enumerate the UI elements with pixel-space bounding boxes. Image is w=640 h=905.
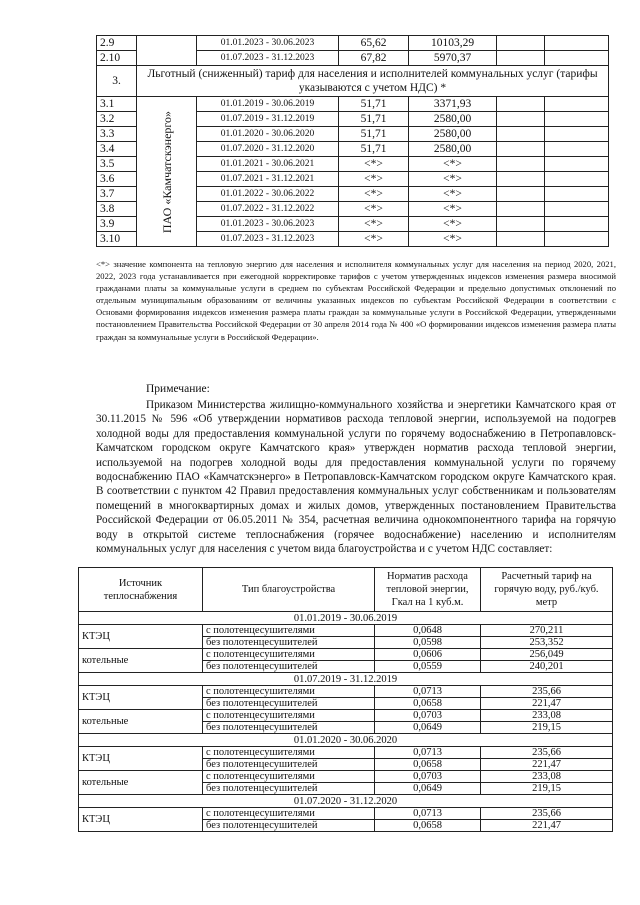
source-cell: котельные [79, 771, 203, 795]
row-number: 3.6 [97, 172, 137, 187]
value-cell: 51,71 [339, 112, 409, 127]
empty-cell [497, 51, 545, 66]
norm-row [79, 625, 613, 637]
value-cell: 51,71 [339, 127, 409, 142]
tariff-cell: 219,15 [481, 722, 613, 734]
source-cell: котельные [79, 649, 203, 673]
norm-cell: 0,0703 [375, 710, 481, 722]
empty-cell [545, 142, 609, 157]
period-cell: 01.01.2023 - 30.06.2023 [197, 217, 339, 232]
header-source: Источник теплоснабжения [79, 568, 203, 612]
empty-cell [497, 202, 545, 217]
type-cell: с полотенцесушителями [203, 625, 375, 637]
norms-header-row [79, 568, 613, 612]
norms-table [78, 567, 613, 832]
norm-cell: 0,0649 [375, 722, 481, 734]
period-cell: 01.01.2020 - 30.06.2020 [197, 127, 339, 142]
value-cell: <*> [409, 172, 497, 187]
value-cell: <*> [409, 232, 497, 247]
period-row [79, 673, 613, 686]
norm-cell: 0,0649 [375, 783, 481, 795]
source-cell: КТЭЦ [79, 808, 203, 832]
type-cell: с полотенцесушителями [203, 649, 375, 661]
tariff-cell: 221,47 [481, 759, 613, 771]
type-cell: без полотенцесушителей [203, 783, 375, 795]
note-text: Приказом Министерства жилищно-коммунального хозяйства и энергетики Камчатского края от 30.11.2015 № 596 «Об утверждении нормативов расхода тепловой энергии, используемой на подогрев холодной воды для предоставления коммунальной услуги по горячему водоснабжению в Петропавловск-Камчатском городском округе Камчатского края» утвержден норматив расхода тепловой энергии, используемой на подогрев холодной воды для предоставления коммунальной услуги по горячему водоснабжению ПАО «Камчатскэнерго» в Петропавловск-Камчатском городском округе Камчатского края. В соответствии с пунктом 42 Правил предоставления коммунальных услуг собственникам и пользователям помещений в многоквартирных домах и жилых домов, утвержденных постановлением Правительства Российской Федерации от 06.05.2011 № 354, расчетная величина однокомпонентного тарифа на горячую воду в открытой системе теплоснабжения (горячее водоснабжение) населению и исполнителям коммунальных услуг для населения с учетом вида благоустройства и с учетом НДС составляет: [96, 399, 616, 556]
value-cell: 2580,00 [409, 112, 497, 127]
value-cell: <*> [339, 172, 409, 187]
empty-cell [545, 172, 609, 187]
value-cell: 65,62 [339, 36, 409, 51]
value-cell: 2580,00 [409, 142, 497, 157]
empty-cell [497, 157, 545, 172]
period-cell: 01.01.2023 - 30.06.2023 [197, 36, 339, 51]
row-number: 3.3 [97, 127, 137, 142]
header-tariff: Расчетный тариф на горячую воду, руб./куб. метр [481, 568, 613, 612]
empty-cell [497, 217, 545, 232]
norm-cell: 0,0658 [375, 759, 481, 771]
norm-row [79, 686, 613, 698]
value-cell: 10103,29 [409, 36, 497, 51]
tariff-cell: 233,08 [481, 710, 613, 722]
norm-row [79, 710, 613, 722]
tariff-cell: 219,15 [481, 783, 613, 795]
source-cell: котельные [79, 710, 203, 734]
type-cell: с полотенцесушителями [203, 771, 375, 783]
value-cell: <*> [409, 202, 497, 217]
period-cell: 01.07.2019 - 31.12.2019 [197, 112, 339, 127]
row-number: 3.10 [97, 232, 137, 247]
header-norm: Норматив расхода тепловой энергии, Гкал на 1 куб.м. [375, 568, 481, 612]
period-label: 01.01.2019 - 30.06.2019 [79, 612, 613, 625]
type-cell: без полотенцесушителей [203, 637, 375, 649]
empty-cell [545, 51, 609, 66]
norm-row [79, 771, 613, 783]
value-cell: <*> [339, 217, 409, 232]
empty-cell [497, 142, 545, 157]
empty-cell [545, 202, 609, 217]
value-cell: 67,82 [339, 51, 409, 66]
empty-cell [497, 112, 545, 127]
tariff-table [96, 35, 609, 247]
tariff-cell: 253,352 [481, 637, 613, 649]
period-row [79, 734, 613, 747]
tariff-row [97, 97, 609, 112]
type-cell: без полотенцесушителей [203, 759, 375, 771]
value-cell: <*> [339, 187, 409, 202]
period-cell: 01.07.2021 - 31.12.2021 [197, 172, 339, 187]
norm-cell: 0,0713 [375, 686, 481, 698]
type-cell: с полотенцесушителями [203, 808, 375, 820]
row-number: 3.4 [97, 142, 137, 157]
type-cell: с полотенцесушителями [203, 686, 375, 698]
header-type: Тип благоустройства [203, 568, 375, 612]
period-label: 01.07.2020 - 31.12.2020 [79, 795, 613, 808]
empty-cell [545, 127, 609, 142]
value-cell: 2580,00 [409, 127, 497, 142]
empty-cell [497, 127, 545, 142]
value-cell: 51,71 [339, 142, 409, 157]
value-cell: <*> [339, 232, 409, 247]
empty-cell [497, 232, 545, 247]
norm-row [79, 649, 613, 661]
tariff-cell: 235,66 [481, 686, 613, 698]
empty-cell [497, 97, 545, 112]
tariff-row [97, 36, 609, 51]
norm-cell: 0,0658 [375, 820, 481, 832]
empty-cell [545, 217, 609, 232]
period-cell: 01.01.2019 - 30.06.2019 [197, 97, 339, 112]
type-cell: без полотенцесушителей [203, 661, 375, 673]
tariff-cell: 270,211 [481, 625, 613, 637]
tariff-cell: 240,201 [481, 661, 613, 673]
norm-cell: 0,0606 [375, 649, 481, 661]
norm-cell: 0,0703 [375, 771, 481, 783]
organization-label: ПАО «Камчатскэнерго» [159, 110, 174, 233]
section-title: Льготный (сниженный) тариф для населения и исполнителей коммунальных услуг (тарифы указываются с учетом НДС) * [137, 66, 609, 97]
value-cell: <*> [339, 202, 409, 217]
tariff-cell: 235,66 [481, 747, 613, 759]
period-cell: 01.07.2023 - 31.12.2023 [197, 51, 339, 66]
section-number: 3. [97, 66, 137, 97]
period-cell: 01.01.2022 - 30.06.2022 [197, 187, 339, 202]
footnote: <*> значение компонента на тепловую энергию для населения и исполнителя коммунальных услуг для населения на период 2020, 2021, 2022, 2023 года устанавливается при ежегодной корректировке тарифов с учетом утвержденных индексов изменения размера вносимой гражданами платы за коммунальные услуги в среднем по субъектам Российской Федерации и предельно допустимых отклонений по отдельным муниципальным образованиям от величины указанных индексов по субъектам Российской Федерации в соответствии с Основами формирования индексов изменения размера платы граждан за коммунальные услуги в Российской Федерации, утвержденными постановлением Правительства Российской Федерации от 30 апреля 2014 года № 400 «О формировании индексов изменения размера платы граждан за коммунальные услуги в Российской Федерации». [96, 259, 616, 342]
row-number: 2.10 [97, 51, 137, 66]
norm-cell: 0,0713 [375, 747, 481, 759]
value-cell: <*> [409, 217, 497, 232]
source-cell: КТЭЦ [79, 625, 203, 649]
tariff-cell: 221,47 [481, 698, 613, 710]
empty-cell [545, 112, 609, 127]
period-cell: 01.07.2020 - 31.12.2020 [197, 142, 339, 157]
norm-cell: 0,0658 [375, 698, 481, 710]
empty-cell [497, 36, 545, 51]
empty-cell [545, 157, 609, 172]
tariff-cell: 221,47 [481, 820, 613, 832]
value-cell: 3371,93 [409, 97, 497, 112]
norm-row [79, 808, 613, 820]
norm-row [79, 747, 613, 759]
source-cell: КТЭЦ [79, 686, 203, 710]
value-cell: <*> [409, 187, 497, 202]
type-cell: с полотенцесушителями [203, 747, 375, 759]
empty-cell [497, 187, 545, 202]
type-cell: без полотенцесушителей [203, 722, 375, 734]
note-title: Примечание: [146, 383, 210, 395]
value-cell: 51,71 [339, 97, 409, 112]
norm-cell: 0,0648 [375, 625, 481, 637]
empty-cell [545, 97, 609, 112]
type-cell: с полотенцесушителями [203, 710, 375, 722]
row-number: 3.1 [97, 97, 137, 112]
row-number: 3.8 [97, 202, 137, 217]
empty-cell [545, 36, 609, 51]
type-cell: без полотенцесушителей [203, 820, 375, 832]
row-number: 3.9 [97, 217, 137, 232]
period-row [79, 612, 613, 625]
row-number: 3.7 [97, 187, 137, 202]
value-cell: <*> [409, 157, 497, 172]
organization-cell [137, 36, 197, 66]
tariff-cell: 235,66 [481, 808, 613, 820]
section-row [97, 66, 609, 97]
period-cell: 01.01.2021 - 30.06.2021 [197, 157, 339, 172]
value-cell: <*> [339, 157, 409, 172]
period-row [79, 795, 613, 808]
organization-cell [137, 97, 197, 247]
tariff-cell: 233,08 [481, 771, 613, 783]
source-cell: КТЭЦ [79, 747, 203, 771]
empty-cell [497, 172, 545, 187]
empty-cell [545, 232, 609, 247]
value-cell: 5970,37 [409, 51, 497, 66]
empty-cell [545, 187, 609, 202]
tariff-cell: 256,049 [481, 649, 613, 661]
norm-cell: 0,0559 [375, 661, 481, 673]
period-label: 01.07.2019 - 31.12.2019 [79, 673, 613, 686]
norm-cell: 0,0713 [375, 808, 481, 820]
type-cell: без полотенцесушителей [203, 698, 375, 710]
row-number: 3.5 [97, 157, 137, 172]
row-number: 2.9 [97, 36, 137, 51]
norm-cell: 0,0598 [375, 637, 481, 649]
row-number: 3.2 [97, 112, 137, 127]
period-cell: 01.07.2022 - 31.12.2022 [197, 202, 339, 217]
period-label: 01.01.2020 - 30.06.2020 [79, 734, 613, 747]
period-cell: 01.07.2023 - 31.12.2023 [197, 232, 339, 247]
